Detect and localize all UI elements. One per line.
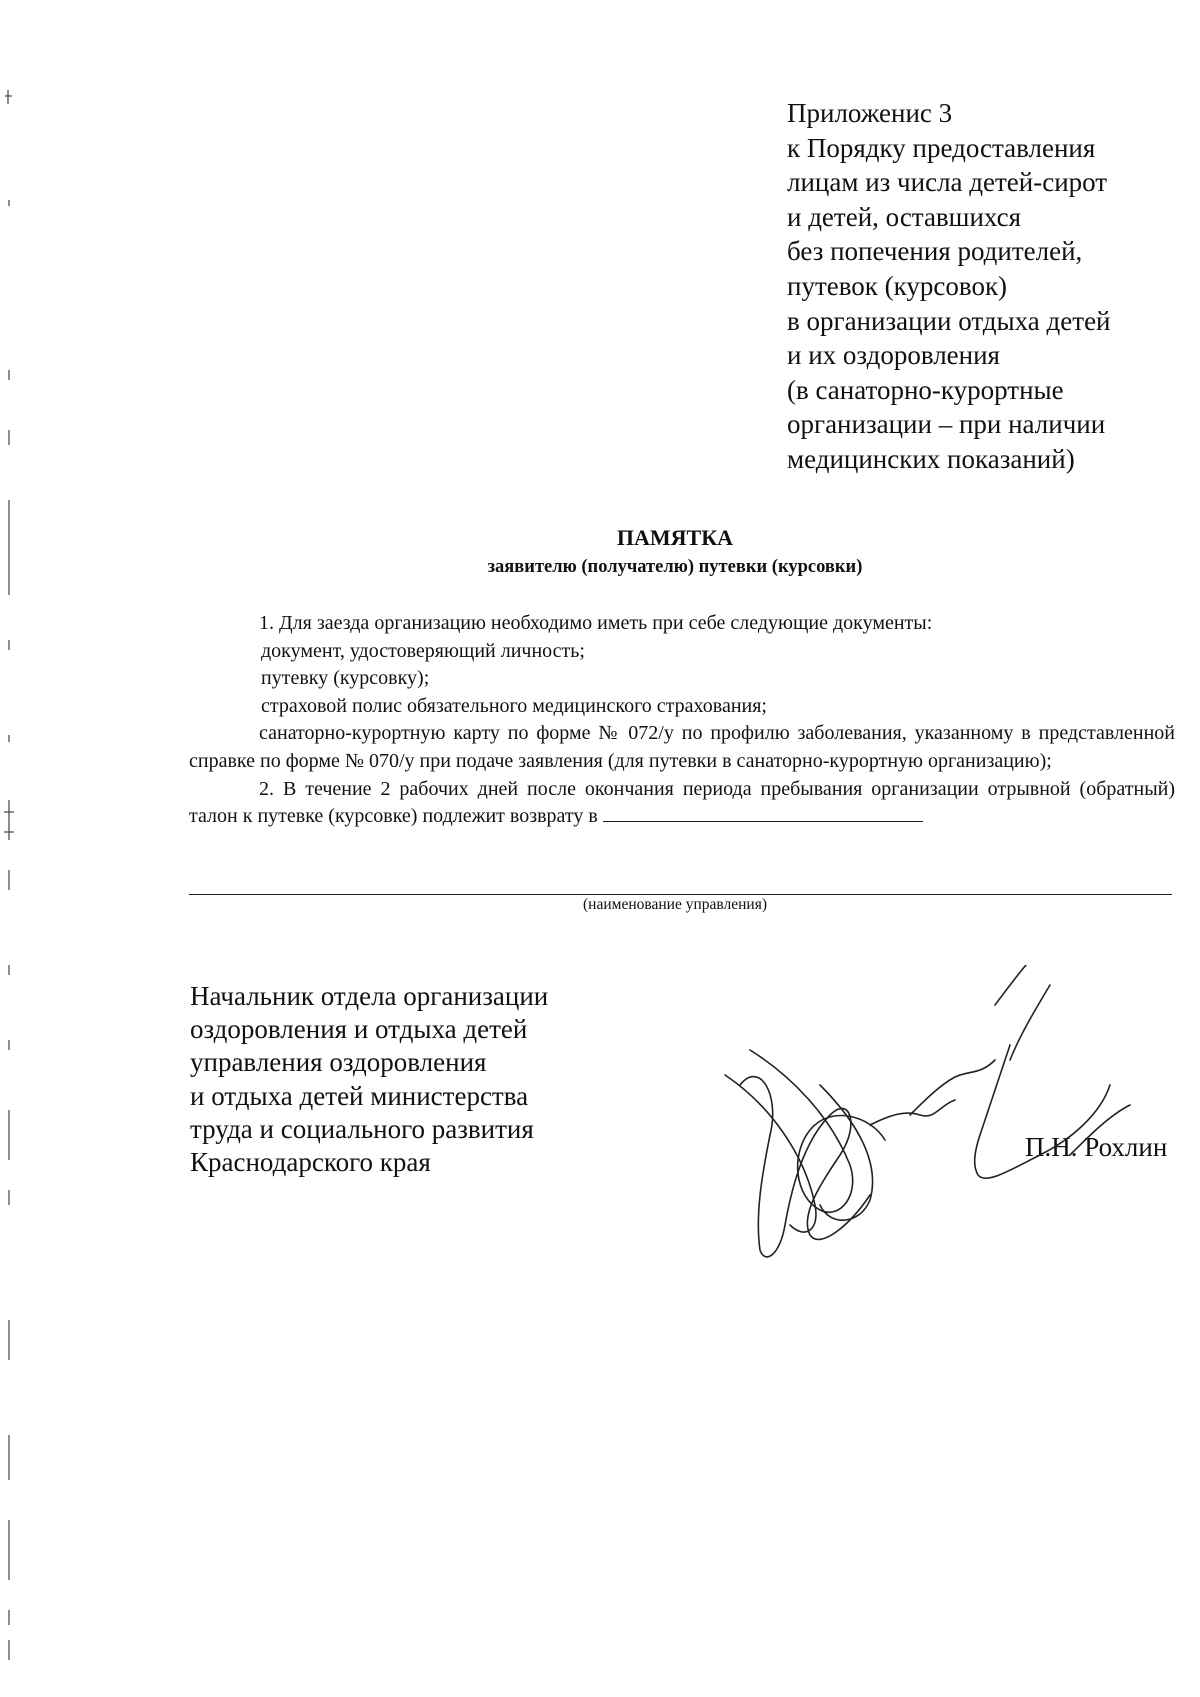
scan-edge-marks	[0, 0, 22, 1697]
appendix-line: организации – при наличии	[787, 409, 1106, 440]
position-line: Начальник отдела организации	[190, 981, 549, 1011]
position-line: управления оздоровления	[190, 1047, 487, 1078]
document-subtitle: заявителю (получателю) путевки (курсовки)	[487, 557, 863, 577]
position-line: труда и социального развития	[190, 1113, 534, 1144]
memo-body	[189, 610, 1175, 831]
appendix-line: медицинских показаний)	[787, 443, 1075, 474]
handwritten-signature	[710, 965, 1200, 1285]
item-1-document: санаторно-курортную карту по форме № 072/у по профилю заболевания, указанному в представленной справке по форме № 070/у при подаче заявления (для путевки в санаторно-курортную организацию);	[189, 722, 1175, 772]
item-1-document: документ, удостоверяющий личность;	[261, 639, 585, 662]
position-line: и отдыха детей министерства	[190, 1080, 529, 1111]
appendix-line: и их оздоровления	[787, 340, 1000, 371]
appendix-line: лицам из числа детей-сирот	[787, 167, 1108, 198]
appendix-line: (в санаторно-курортные	[787, 374, 1064, 405]
blank-fill-line	[603, 807, 923, 822]
appendix-note	[787, 96, 1187, 477]
appendix-line: к Порядку предоставления	[787, 132, 1096, 163]
position-line: оздоровления и отдыха детей	[190, 1014, 528, 1045]
item-1-document: путевку (курсовку);	[261, 667, 430, 690]
signatory-position	[190, 980, 548, 1179]
appendix-line: без попечения родителей,	[787, 236, 1083, 267]
document-title: ПАМЯТКА	[616, 525, 734, 550]
signatory-name: П.Н. Рохлин	[1025, 1132, 1168, 1162]
appendix-line: и детей, оставшихся	[787, 201, 1022, 232]
item-2	[189, 776, 1175, 831]
appendix-line: путевок (курсовок)	[787, 270, 1008, 301]
item-2-text: 2. В течение 2 рабочих дней после окончания периода пребывания организации отрывной (обратный) талон к путевке (курсовке) подлежит возврату в	[189, 777, 1175, 828]
appendix-line: Приложенис 3	[787, 98, 953, 128]
blank-fill-line-full	[189, 894, 1172, 895]
field-caption: (наименование управления)	[583, 896, 767, 913]
position-line: Краснодарского края	[190, 1147, 431, 1178]
appendix-line: в организации отдыха детей	[787, 305, 1111, 336]
item-1-document: страховой полис обязательного медицинского страхования;	[261, 694, 767, 717]
item-1-intro: 1. Для заезда организацию необходимо иметь при себе следующие документы:	[259, 612, 933, 634]
